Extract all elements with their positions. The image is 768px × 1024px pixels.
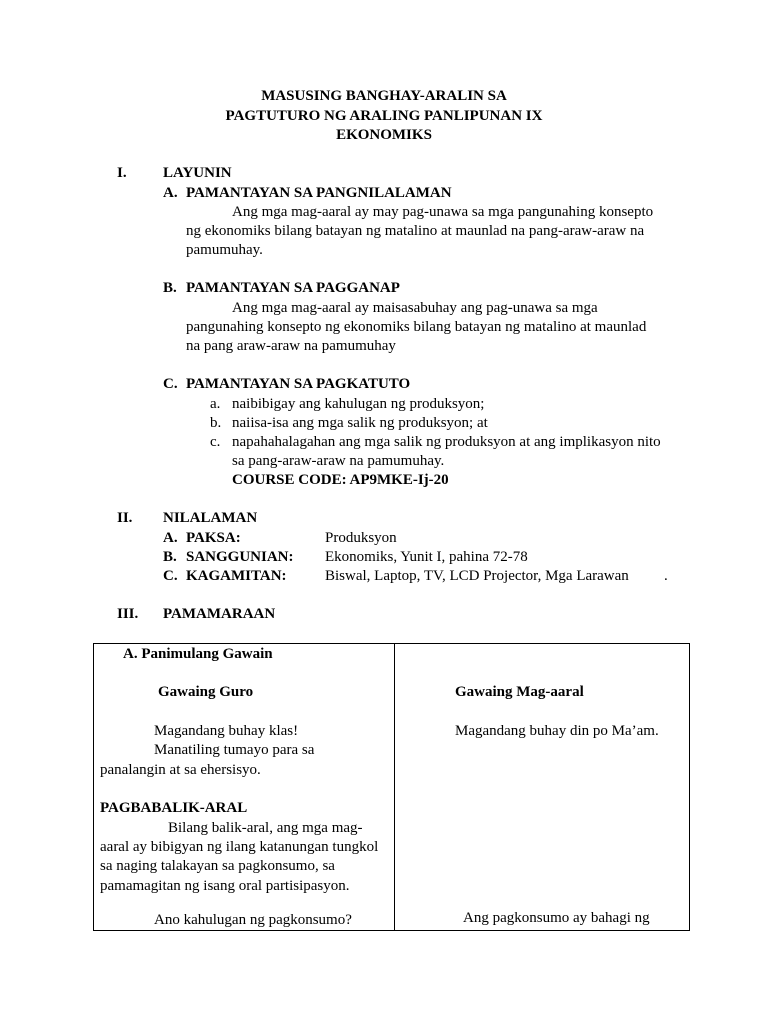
section-1-numeral: I. (117, 165, 127, 181)
objective-text: napahahalagahan ang mga salik ng produksyon at ang implikasyon nito (232, 434, 661, 450)
table-column-divider (394, 644, 395, 930)
objective-text-continuation: sa pang-araw-araw na pamumuhay. (232, 453, 445, 469)
content-row-key: SANGGUNIAN: (186, 549, 294, 565)
section-3-heading: PAMAMARAAN (163, 606, 276, 622)
content-row-value: Produksyon (325, 530, 397, 546)
section-3-numeral: III. (117, 606, 139, 622)
doc-title-line-2: PAGTUTURO NG ARALING PANLIPUNAN IX (225, 108, 543, 124)
subsection-b-text-line-3: na pang araw-araw na pamumuhay (186, 338, 396, 354)
teacher-instruction-line-1: Manatiling tumayo para sa (154, 742, 315, 758)
subsection-b-text-line-2: pangunahing konsepto ng ekonomiks bilang batayan ng matalino at maunlad (186, 319, 647, 335)
section-1-heading: LAYUNIN (163, 165, 232, 181)
section-2-numeral: II. (117, 510, 133, 526)
content-row-value: Biswal, Laptop, TV, LCD Projector, Mga Larawan (325, 568, 629, 584)
procedure-table (93, 643, 690, 931)
objective-text: naiisa-isa ang mga salik ng produksyon; at (232, 415, 488, 431)
table-subheading: A. Panimulang Gawain (123, 646, 273, 662)
course-code: COURSE CODE: AP9MKE-Ij-20 (232, 472, 449, 488)
objective-text: naibibigay ang kahulugan ng produksyon; (232, 396, 485, 412)
student-answer: Ang pagkonsumo ay bahagi ng (463, 910, 650, 926)
subsection-a-label: A. (163, 185, 178, 201)
subsection-a-text-line-2: ng ekonomiks bilang batayan ng matalino at maunlad na pang-araw-araw na (186, 223, 645, 239)
doc-title-line-3: EKONOMIKS (336, 127, 432, 143)
doc-title-line-1: MASUSING BANGHAY-ARALIN SA (261, 88, 507, 104)
student-column-title: Gawaing Mag-aaral (455, 684, 584, 700)
content-row-value: Ekonomiks, Yunit I, pahina 72-78 (325, 549, 528, 565)
subsection-b-text-line-1: Ang mga mag-aaral ay maisasabuhay ang pag-unawa sa mga (232, 300, 598, 316)
content-row-label: A. (163, 530, 178, 546)
subsection-a-text-line-1: Ang mga mag-aaral ay may pag-unawa sa mga pangunahing konsepto (232, 204, 654, 220)
teacher-column-title: Gawaing Guro (158, 684, 254, 700)
student-reply: Magandang buhay din po Ma’am. (455, 723, 659, 739)
subsection-b-label: B. (163, 280, 177, 296)
teacher-greeting: Magandang buhay klas! (154, 723, 299, 739)
content-row-label: B. (163, 549, 177, 565)
review-text-line: aaral ay bibigyan ng ilang katanungan tungkol (100, 839, 379, 855)
subsection-a-heading: PAMANTAYAN SA PANGNILALAMAN (186, 185, 452, 201)
objective-marker: a. (210, 396, 221, 412)
content-row-label: C. (163, 568, 178, 584)
subsection-a-text-line-3: pamumuhay. (186, 242, 263, 258)
objective-marker: b. (210, 415, 222, 431)
review-text-line: sa naging talakayan sa pagkonsumo, sa (100, 858, 335, 874)
review-text-line: Bilang balik-aral, ang mga mag- (168, 820, 363, 836)
content-row-key: PAKSA: (186, 530, 241, 546)
content-row-key: KAGAMITAN: (186, 568, 287, 584)
teacher-instruction-line-2: panalangin at sa ehersisyo. (100, 762, 261, 778)
subsection-b-heading: PAMANTAYAN SA PAGGANAP (186, 280, 400, 296)
review-text-line: pamamagitan ng isang oral partisipasyon. (100, 878, 350, 894)
objective-marker: c. (210, 434, 221, 450)
trailing-period: . (664, 568, 668, 584)
review-heading: PAGBABALIK-ARAL (100, 800, 248, 816)
section-2-heading: NILALAMAN (163, 510, 258, 526)
subsection-c-label: C. (163, 376, 178, 392)
teacher-question: Ano kahulugan ng pagkonsumo? (154, 912, 352, 928)
subsection-c-heading: PAMANTAYAN SA PAGKATUTO (186, 376, 411, 392)
